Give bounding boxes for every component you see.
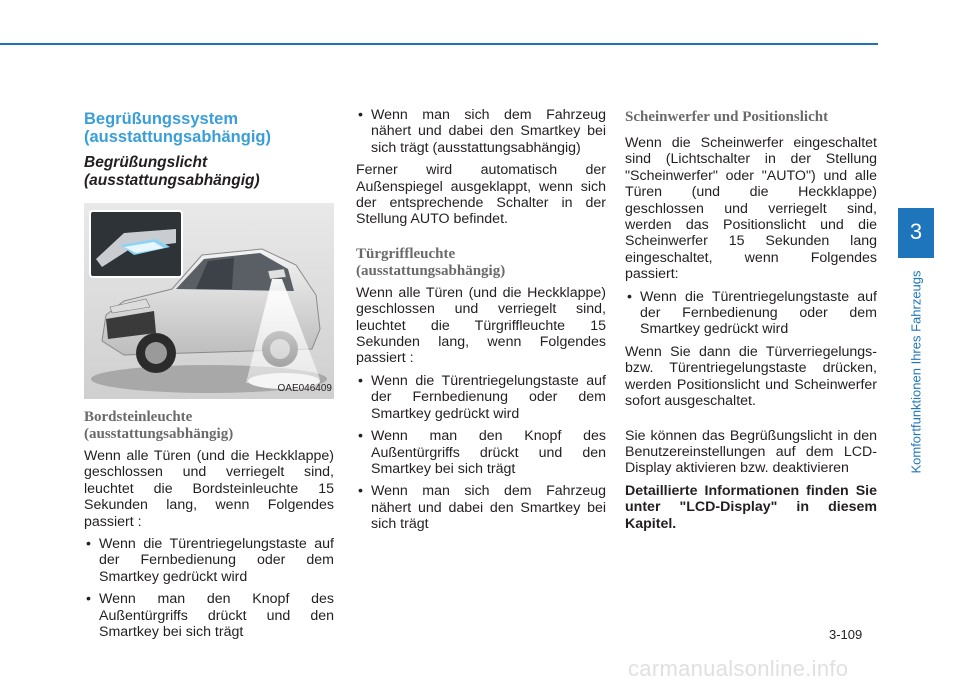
column-right	[625, 109, 877, 538]
section-subtitle: Begrüßungslicht (ausstattungsabhängig)	[84, 154, 260, 189]
curb-intro: Wenn alle Türen (und die Heckklappe) geschlossen und verriegelt sind, leuchtet die Bordsteinleuchte 15 Sekunden lang, wenn Folgendes passiert :	[84, 448, 334, 530]
headlight-heading: Scheinwerfer und Positionslicht	[625, 109, 829, 125]
page-number: 3-109	[829, 627, 863, 642]
list-item: • Wenn man sich dem Fahrzeug nähert und dabei den Smartkey bei sich trägt	[356, 483, 606, 532]
figure-code: OAE046409	[277, 382, 332, 394]
list-item: • Wenn die Türentriegelungstaste auf der Fernbedienung oder dem Smartkey gedrückt wird	[84, 536, 334, 585]
chapter-tab	[898, 208, 934, 258]
column-left	[84, 110, 334, 646]
headlight-bullet-list	[625, 289, 877, 338]
curb-bullet-list	[84, 536, 334, 640]
headlight-intro: Wenn die Scheinwerfer eingeschaltet sind (Lichtschalter in der Stellung "Scheinwerfer" oder "AUTO") und alle Türen (und die Heckklappe) geschlossen und verriegelt sind, werden das Positionslicht und die Scheinwerfer 15 Sekunden lang eingeschaltet, wenn Folgendes passiert:	[625, 135, 877, 283]
curb-heading: Bordsteinleuchte (ausstattungsabhängig)	[84, 409, 234, 442]
car-illustration	[84, 203, 334, 399]
lcd-note: Sie können das Begrüßungslicht in den Benutzereinstellungen auf dem LCD-Display aktivieren bzw. deaktivieren	[625, 427, 877, 477]
section-title: Begrüßungssystem (ausstattungsabhängig)	[84, 110, 272, 146]
list-item: • Wenn man sich dem Fahrzeug nähert und dabei den Smartkey bei sich trägt (ausstattungsabhängig)	[356, 107, 606, 156]
chapter-number: 3	[909, 219, 923, 244]
door-bullet-list	[356, 373, 606, 533]
chapter-label: Komfortfunktionen Ihres Fahrzeugs	[908, 270, 924, 474]
door-intro: Wenn alle Türen (und die Heckklappe) geschlossen und verriegelt sind, leuchtet die Türgriffleuchte 15 Sekunden lang, wenn Folgendes passiert :	[356, 284, 606, 367]
list-item: • Wenn die Türentriegelungstaste auf der Fernbedienung oder dem Smartkey gedrückt wird	[356, 373, 606, 422]
watermark: carmanualsonline.info	[628, 656, 849, 681]
list-item: • Wenn die Türentriegelungstaste auf der Fernbedienung oder dem Smartkey gedrückt wird	[625, 289, 877, 338]
column-middle	[356, 107, 606, 539]
curb-bullet-list-continued	[356, 107, 606, 156]
headlight-after: Wenn Sie dann die Türverriegelungs- bzw. Türentriegelungstaste drücken, werden Positionslicht und Scheinwerfer sofort ausgeschaltet.	[625, 343, 877, 410]
door-heading: Türgriffleuchte (ausstattungsabhängig)	[356, 245, 506, 279]
list-item: • Wenn man den Knopf des Außentürgriffs drückt und den Smartkey bei sich trägt	[84, 591, 334, 640]
curb-note: Ferner wird automatisch der Außenspiegel ausgeklappt, wenn sich der entsprechende Schalter in der Stellung AUTO befindet.	[356, 162, 606, 228]
detail-note: Detaillierte Informationen finden Sie unter "LCD-Display" in diesem Kapitel.	[625, 482, 877, 532]
car-welcome-light-image	[84, 203, 334, 399]
list-item: • Wenn man den Knopf des Außentürgriffs drückt und den Smartkey bei sich trägt	[356, 428, 606, 477]
top-rule	[0, 43, 878, 45]
